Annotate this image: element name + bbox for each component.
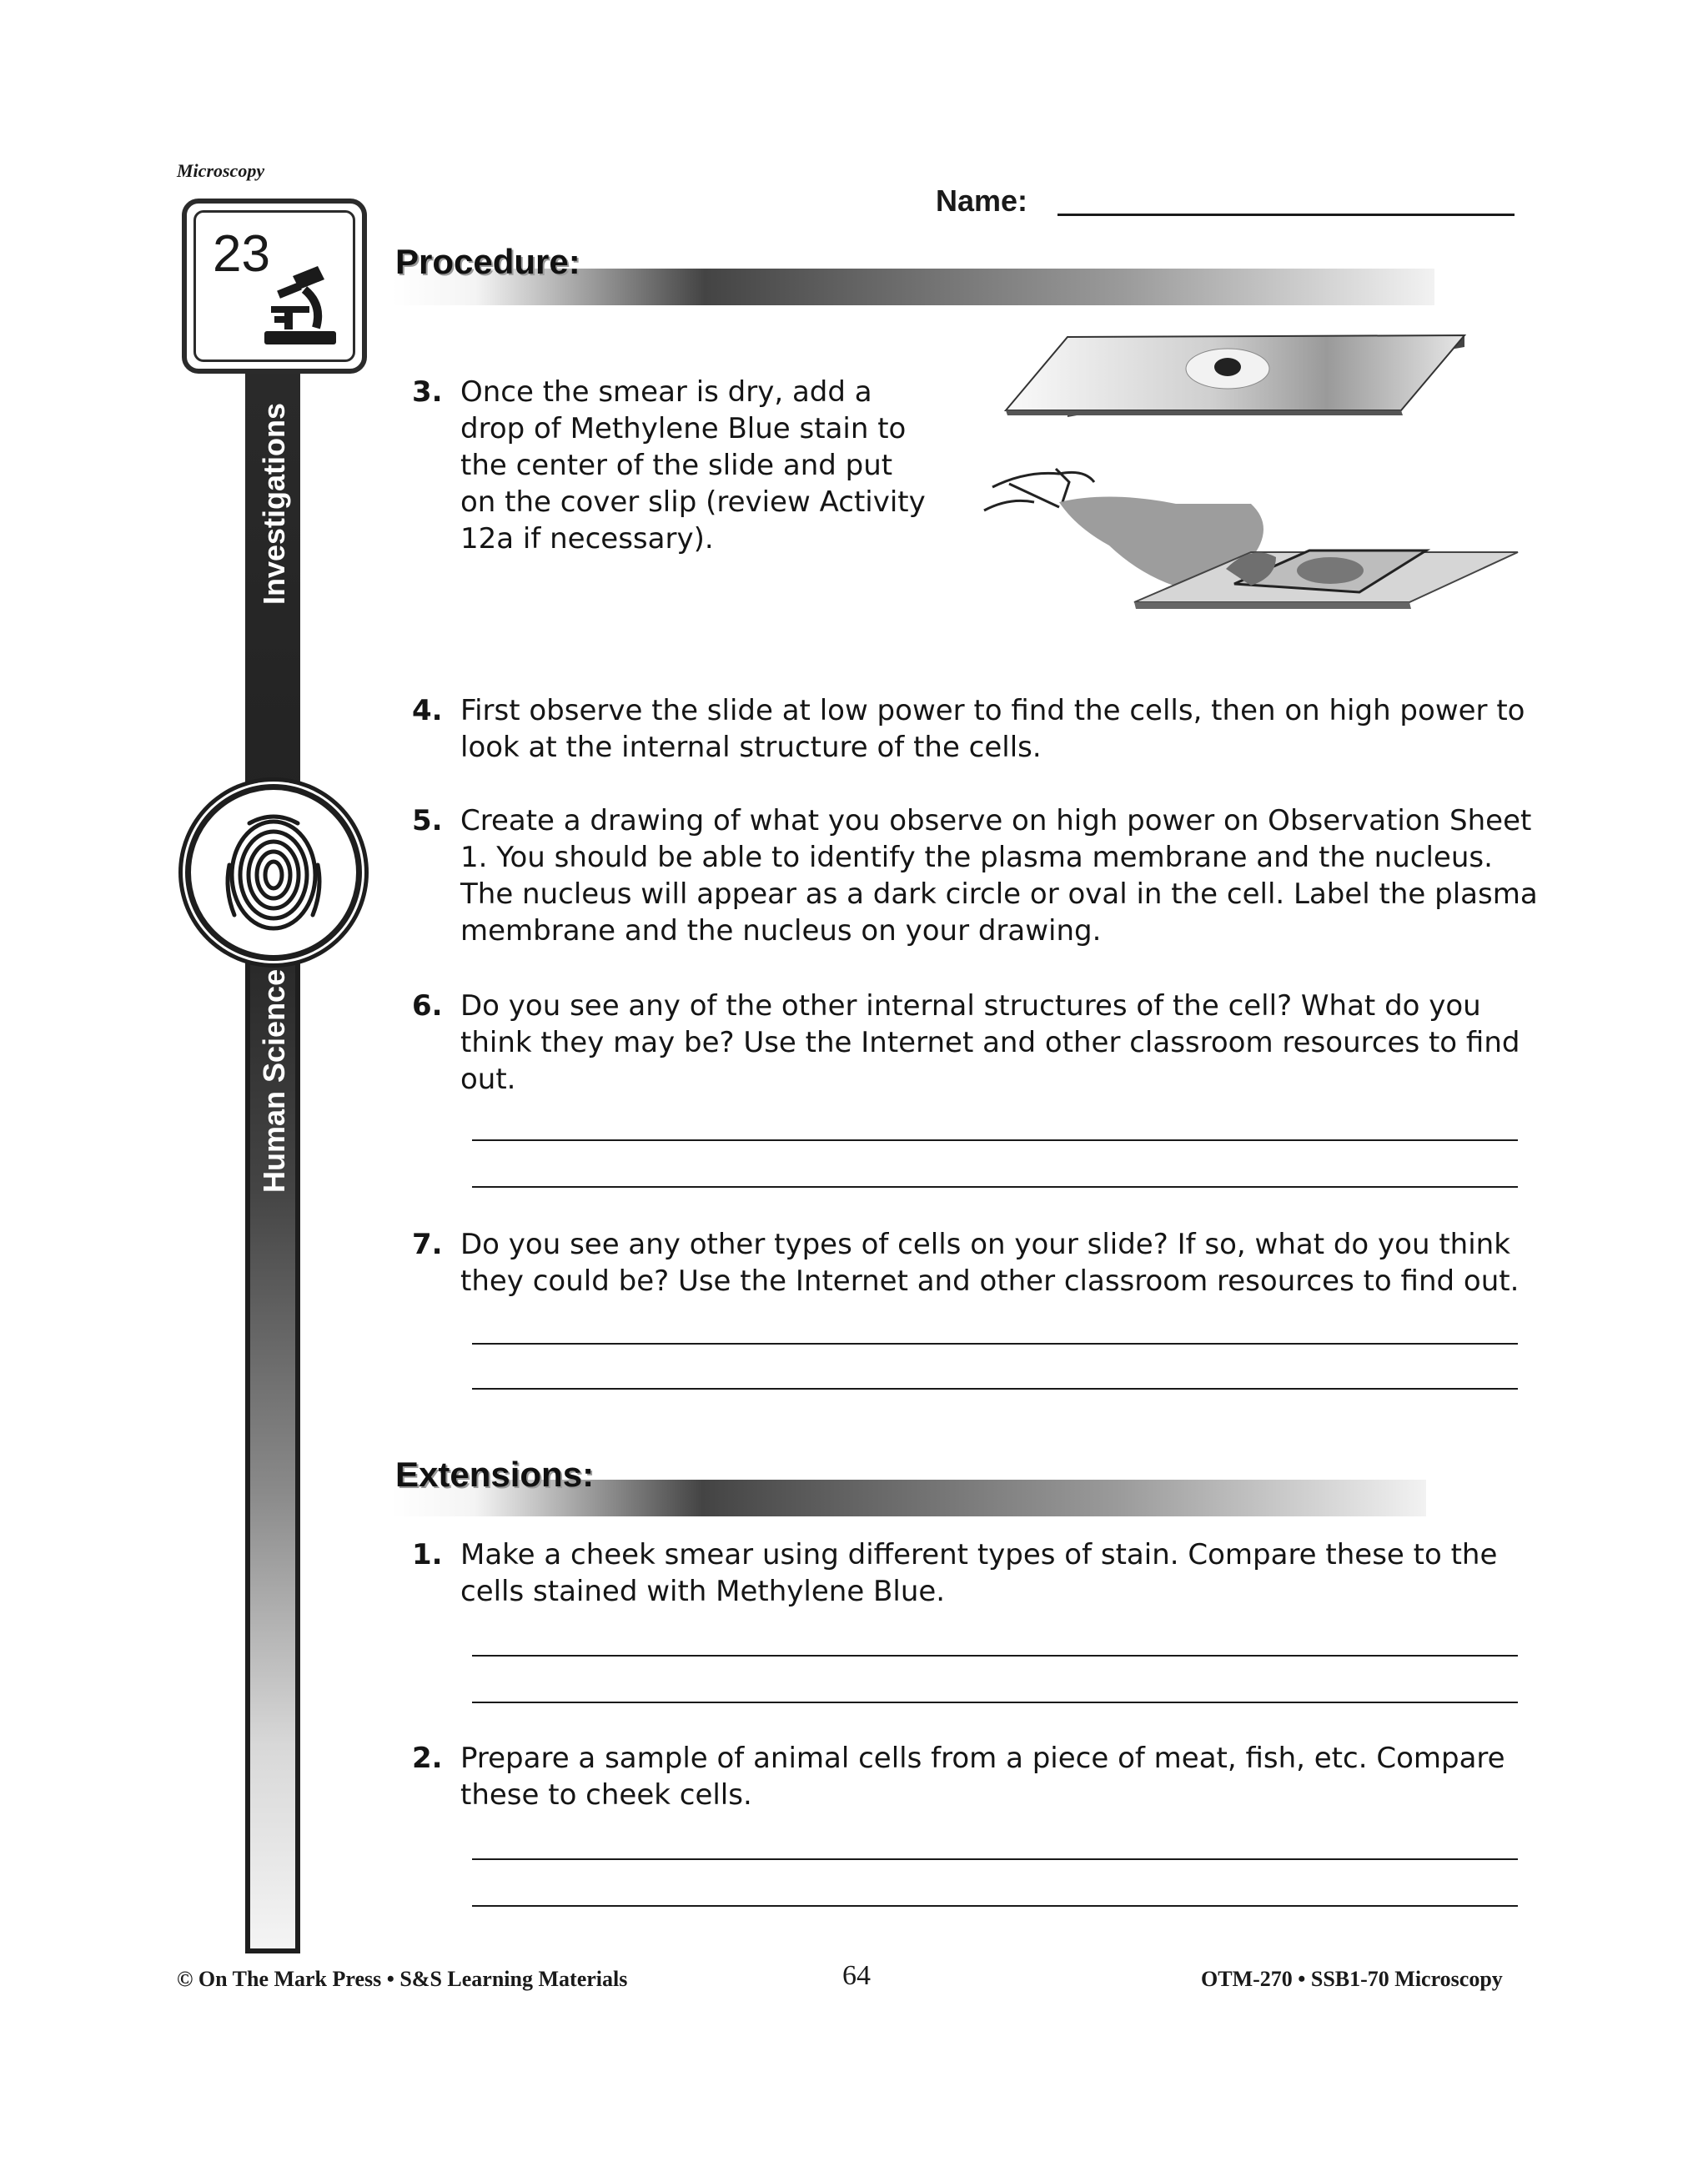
procedure-step-5: [412, 802, 1546, 953]
page-number: 64: [842, 1960, 871, 1991]
microscope-icon: [253, 261, 344, 353]
procedure-step-4: [412, 692, 1530, 776]
extension-item-2: [412, 1740, 1546, 1823]
extension-number: 2.: [412, 1742, 443, 1775]
step-number: 7.: [412, 1228, 443, 1261]
answer-line[interactable]: [472, 1139, 1518, 1141]
step-text-line: out.: [460, 1063, 516, 1096]
answer-line[interactable]: [472, 1343, 1518, 1345]
step-text-line: 1. You should be able to identify the plasma membrane and the nucleus.: [460, 841, 1493, 874]
extensions-heading: Extensions:: [395, 1455, 595, 1494]
activity-number-box: [182, 199, 367, 374]
step-number: 5.: [412, 804, 443, 837]
extension-text-line: Make a cheek smear using different types of stain. Compare these to the: [460, 1538, 1498, 1571]
answer-line[interactable]: [472, 1388, 1518, 1390]
step-text-line: Once the smear is dry, add a: [460, 375, 872, 409]
sidebar-label-investigations: Investigations: [257, 402, 291, 605]
step-number: 4.: [412, 694, 443, 727]
fingerprint-badge: [185, 784, 362, 961]
sidebar-label-human-science: Human Science: [257, 968, 291, 1193]
activity-number-frame: [193, 210, 355, 362]
procedure-step-7: [412, 1226, 1530, 1310]
extension-text-line: these to cheek cells.: [460, 1778, 752, 1812]
procedure-heading: Procedure:: [395, 242, 580, 281]
procedure-step-3: [412, 374, 929, 566]
step-text-line: drop of Methylene Blue stain to: [460, 412, 907, 445]
extension-text-line: Prepare a sample of animal cells from a piece of meat, fish, etc. Compare: [460, 1742, 1505, 1775]
slide-illustration: [976, 327, 1526, 627]
step-text-line: on the cover slip (review Activity: [460, 485, 926, 519]
footer-product-code: OTM-270 • SSB1-70 Microscopy: [1201, 1967, 1503, 1991]
step-text-line: First observe the slide at low power to find the cells, then on high power to: [460, 694, 1525, 727]
answer-line[interactable]: [472, 1655, 1518, 1657]
answer-line[interactable]: [472, 1858, 1518, 1860]
step-text-line: The nucleus will appear as a dark circle or oval in the cell. Label the plasma: [460, 877, 1538, 911]
procedure-step-6: [412, 988, 1530, 1104]
step-text-line: membrane and the nucleus on your drawing.: [460, 914, 1102, 948]
answer-line[interactable]: [472, 1702, 1518, 1703]
fingerprint-icon: [191, 790, 356, 955]
step-number: 3.: [412, 375, 443, 409]
step-text-line: look at the internal structure of the cells.: [460, 731, 1042, 764]
step-text-line: think they may be? Use the Internet and other classroom resources to find: [460, 1026, 1520, 1059]
footer-copyright: © On The Mark Press • S&S Learning Materials: [177, 1967, 628, 1991]
step-text-line: the center of the slide and put: [460, 449, 893, 482]
step-text-line: Do you see any other types of cells on your slide? If so, what do you think: [460, 1228, 1510, 1261]
step-text-line: Do you see any of the other internal structures of the cell? What do you: [460, 989, 1481, 1023]
name-label: Name:: [936, 184, 1028, 218]
step-number: 6.: [412, 989, 443, 1023]
activity-number: 23: [213, 225, 270, 283]
answer-line[interactable]: [472, 1186, 1518, 1188]
step-text-line: Create a drawing of what you observe on high power on Observation Sheet: [460, 804, 1532, 837]
step-text-line: they could be? Use the Internet and other classroom resources to find out.: [460, 1265, 1520, 1298]
extension-item-1: [412, 1536, 1530, 1620]
extension-number: 1.: [412, 1538, 443, 1571]
step-text-line: 12a if necessary).: [460, 522, 714, 556]
running-head: Microscopy: [177, 160, 265, 181]
answer-line[interactable]: [472, 1905, 1518, 1907]
extension-text-line: cells stained with Methylene Blue.: [460, 1575, 946, 1608]
name-field[interactable]: [1057, 214, 1515, 216]
